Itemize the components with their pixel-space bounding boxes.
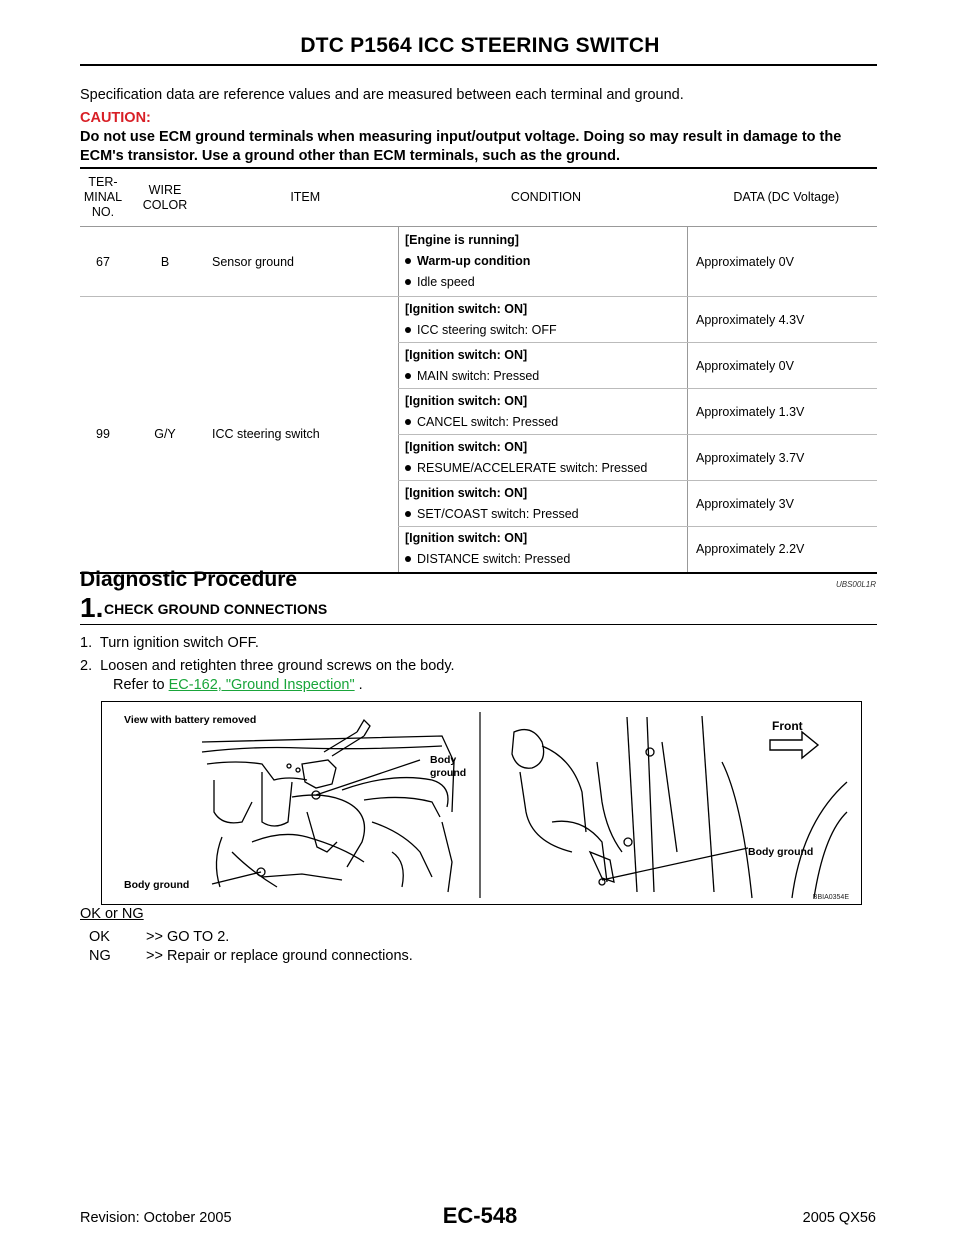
result-ok-text: >> GO TO 2. bbox=[146, 929, 230, 945]
terminal-number: 99 bbox=[80, 297, 126, 573]
wire-color: B bbox=[126, 227, 204, 297]
condition-head: [Engine is running] bbox=[405, 233, 519, 247]
condition-bullet-text: SET/COAST switch: Pressed bbox=[417, 506, 579, 521]
condition-bullet bbox=[405, 366, 687, 387]
bullet-icon bbox=[405, 511, 411, 517]
figure-label-body-ground-left: Body ground bbox=[124, 879, 190, 891]
title-divider bbox=[80, 64, 877, 66]
page-title: DTC P1564 ICC STEERING SWITCH bbox=[300, 34, 660, 57]
condition-bullet bbox=[405, 251, 687, 272]
bullet-icon bbox=[405, 465, 411, 471]
condition-bullet bbox=[405, 272, 687, 293]
ground-location-figure bbox=[101, 701, 862, 905]
refer-suffix: . bbox=[354, 677, 363, 693]
header-wire-line: COLOR bbox=[142, 197, 188, 212]
condition-cell bbox=[399, 297, 688, 343]
figure-label-view: View with battery removed bbox=[124, 714, 257, 726]
condition-bullet-text: ICC steering switch: OFF bbox=[417, 322, 557, 337]
instruction-1: 1. Turn ignition switch OFF. bbox=[80, 635, 259, 651]
step-title: CHECK GROUND CONNECTIONS bbox=[104, 601, 328, 617]
step-number: 1. bbox=[80, 592, 104, 623]
terminal-spec-table bbox=[80, 167, 877, 574]
condition-bullet bbox=[405, 549, 687, 570]
condition-bullet-text: Idle speed bbox=[417, 275, 475, 289]
footer-model: 2005 QX56 bbox=[802, 1210, 876, 1226]
data-value: Approximately 0V bbox=[688, 343, 878, 389]
table-row bbox=[80, 227, 877, 297]
instruction-2: 2. Loosen and retighten three ground screws on the body. bbox=[80, 658, 455, 674]
terminal-number: 67 bbox=[80, 227, 126, 297]
footer-page-number: EC-548 bbox=[442, 1203, 518, 1228]
bullet-icon bbox=[405, 373, 411, 379]
condition-bullet bbox=[405, 504, 687, 525]
condition-bullet bbox=[405, 412, 687, 433]
figure-label-body-ground-bottom: Body ground bbox=[748, 846, 814, 858]
front-arrow-icon bbox=[770, 732, 818, 758]
header-wire-color bbox=[126, 168, 204, 227]
bullet-icon bbox=[405, 258, 411, 264]
condition-head: [Ignition switch: ON] bbox=[405, 301, 528, 316]
condition-cell bbox=[399, 527, 688, 573]
condition-cell bbox=[399, 389, 688, 435]
condition-cell bbox=[399, 227, 688, 297]
condition-head: [Ignition switch: ON] bbox=[405, 347, 528, 362]
bullet-icon bbox=[405, 279, 411, 285]
table-row bbox=[80, 297, 877, 343]
data-value: Approximately 3.7V bbox=[688, 435, 878, 481]
figure-label-line: Body bbox=[430, 754, 457, 766]
item-name: Sensor ground bbox=[204, 227, 399, 297]
wire-color: G/Y bbox=[126, 297, 204, 573]
result-ng-key: NG bbox=[89, 948, 111, 964]
header-wire-line: WIRE bbox=[148, 182, 182, 197]
condition-cell bbox=[399, 343, 688, 389]
header-terminal-line: MINAL bbox=[83, 190, 123, 204]
refer-line bbox=[113, 677, 363, 693]
bullet-icon bbox=[405, 556, 411, 562]
caution-text: Do not use ECM ground terminals when measuring input/output voltage. Doing so may result in damage to the ECM's transistor. Use a ground other than ECM terminals, such as the ground. bbox=[80, 129, 842, 164]
condition-bullet bbox=[405, 320, 687, 341]
header-data: DATA (DC Voltage) bbox=[688, 168, 878, 227]
header-terminal-line: TER- bbox=[88, 175, 118, 189]
engine-bay-illustration bbox=[102, 702, 861, 904]
data-value: Approximately 1.3V bbox=[688, 389, 878, 435]
condition-bullet-text: CANCEL switch: Pressed bbox=[417, 414, 559, 429]
condition-head: [Ignition switch: ON] bbox=[405, 439, 528, 454]
condition-bullet-text: RESUME/ACCELERATE switch: Pressed bbox=[417, 460, 648, 475]
condition-cell bbox=[399, 435, 688, 481]
section-title: Diagnostic Procedure bbox=[80, 568, 298, 591]
data-value: Approximately 3V bbox=[688, 481, 878, 527]
header-condition: CONDITION bbox=[399, 168, 688, 227]
header-terminal bbox=[80, 168, 126, 227]
bullet-icon bbox=[405, 419, 411, 425]
ok-ng-heading: OK or NG bbox=[80, 906, 144, 922]
result-ok bbox=[89, 929, 229, 945]
condition-head: [Ignition switch: ON] bbox=[405, 531, 528, 546]
result-ok-key: OK bbox=[89, 929, 110, 945]
condition-head: [Ignition switch: ON] bbox=[405, 393, 528, 408]
ground-inspection-link[interactable]: EC-162, "Ground Inspection" bbox=[168, 677, 355, 693]
condition-cell bbox=[399, 481, 688, 527]
refer-prefix: Refer to bbox=[113, 677, 169, 693]
data-value: Approximately 4.3V bbox=[688, 297, 878, 343]
footer-revision: Revision: October 2005 bbox=[80, 1210, 232, 1226]
condition-head: [Ignition switch: ON] bbox=[405, 485, 528, 500]
item-name: ICC steering switch bbox=[204, 297, 399, 573]
bullet-icon bbox=[405, 327, 411, 333]
condition-bullet-text: MAIN switch: Pressed bbox=[417, 368, 540, 383]
header-terminal-line: NO. bbox=[91, 205, 115, 219]
table-header-row bbox=[80, 168, 877, 227]
condition-bullet-text: DISTANCE switch: Pressed bbox=[417, 552, 571, 567]
condition-bullet bbox=[405, 458, 687, 479]
data-value: Approximately 0V bbox=[688, 227, 878, 297]
figure-label-body-ground-right bbox=[430, 754, 466, 780]
figure-code: BBIA0354E bbox=[812, 894, 849, 901]
result-ng-text: >> Repair or replace ground connections. bbox=[146, 948, 413, 964]
data-value: Approximately 2.2V bbox=[688, 527, 878, 573]
figure-label-line: ground bbox=[430, 767, 467, 779]
caution-label: CAUTION: bbox=[80, 110, 151, 126]
header-item: ITEM bbox=[204, 168, 399, 227]
section-code: UBS00L1R bbox=[835, 580, 876, 589]
figure-label-front: Front bbox=[772, 719, 803, 733]
result-ng bbox=[89, 948, 413, 964]
spec-note: Specification data are reference values and are measured between each terminal and ground. bbox=[80, 87, 684, 103]
condition-bullet-text: Warm-up condition bbox=[417, 254, 531, 268]
step-divider bbox=[80, 624, 877, 625]
